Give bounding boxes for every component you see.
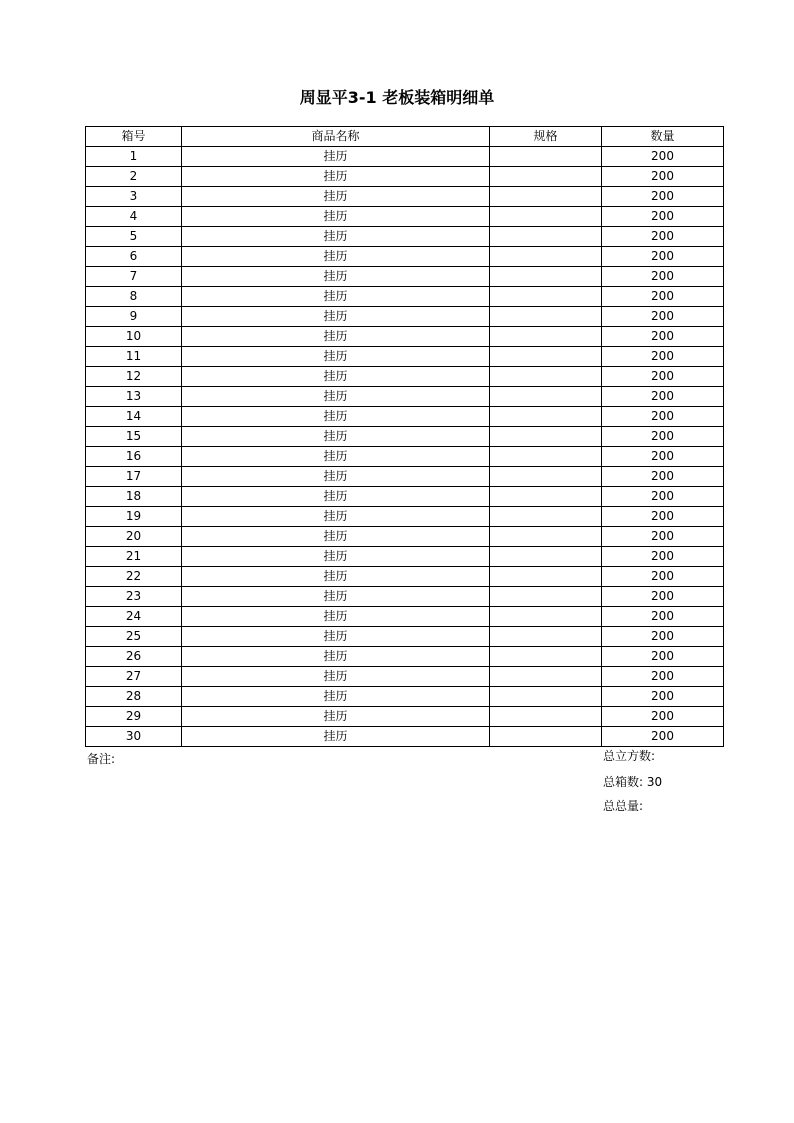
cell-specification xyxy=(490,447,602,467)
cell-specification xyxy=(490,607,602,627)
cell-specification xyxy=(490,707,602,727)
table-row xyxy=(86,667,724,687)
table-row xyxy=(86,447,724,467)
total-quantity-label: 总总量: xyxy=(603,799,644,813)
cell-box-number: 20 xyxy=(86,527,182,547)
cell-box-number: 17 xyxy=(86,467,182,487)
cell-box-number: 9 xyxy=(86,307,182,327)
cell-box-number: 2 xyxy=(86,167,182,187)
cell-product-name: 挂历 xyxy=(182,387,490,407)
table-row xyxy=(86,387,724,407)
cell-box-number: 11 xyxy=(86,347,182,367)
table-row xyxy=(86,227,724,247)
cell-quantity: 200 xyxy=(602,367,724,387)
cell-box-number: 6 xyxy=(86,247,182,267)
cell-specification xyxy=(490,327,602,347)
cell-box-number: 19 xyxy=(86,507,182,527)
cell-quantity: 200 xyxy=(602,387,724,407)
header-product-name: 商品名称 xyxy=(182,127,490,147)
cell-box-number: 28 xyxy=(86,687,182,707)
cell-specification xyxy=(490,167,602,187)
cell-specification xyxy=(490,667,602,687)
table-body xyxy=(86,147,724,747)
cell-quantity: 200 xyxy=(602,147,724,167)
table-row xyxy=(86,727,724,747)
cell-specification xyxy=(490,647,602,667)
cell-specification xyxy=(490,587,602,607)
cell-quantity: 200 xyxy=(602,227,724,247)
cell-product-name: 挂历 xyxy=(182,347,490,367)
cell-specification xyxy=(490,227,602,247)
table-row xyxy=(86,627,724,647)
header-specification: 规格 xyxy=(490,127,602,147)
packing-list-table xyxy=(85,126,724,747)
cell-specification xyxy=(490,147,602,167)
cell-quantity: 200 xyxy=(602,307,724,327)
cell-box-number: 21 xyxy=(86,547,182,567)
cell-product-name: 挂历 xyxy=(182,527,490,547)
cell-quantity: 200 xyxy=(602,507,724,527)
table-row xyxy=(86,327,724,347)
cell-quantity: 200 xyxy=(602,687,724,707)
table-row xyxy=(86,647,724,667)
table-row xyxy=(86,507,724,527)
table-header-row xyxy=(86,127,724,147)
cell-quantity: 200 xyxy=(602,707,724,727)
cell-specification xyxy=(490,347,602,367)
cell-specification xyxy=(490,727,602,747)
cell-quantity: 200 xyxy=(602,187,724,207)
cell-product-name: 挂历 xyxy=(182,187,490,207)
cell-product-name: 挂历 xyxy=(182,207,490,227)
cell-quantity: 200 xyxy=(602,567,724,587)
table-row xyxy=(86,207,724,227)
cell-specification xyxy=(490,467,602,487)
table-row xyxy=(86,307,724,327)
table-row xyxy=(86,607,724,627)
cell-product-name: 挂历 xyxy=(182,447,490,467)
cell-specification xyxy=(490,427,602,447)
cell-product-name: 挂历 xyxy=(182,727,490,747)
cell-product-name: 挂历 xyxy=(182,507,490,527)
cell-quantity: 200 xyxy=(602,527,724,547)
cell-quantity: 200 xyxy=(602,267,724,287)
cell-product-name: 挂历 xyxy=(182,307,490,327)
cell-box-number: 4 xyxy=(86,207,182,227)
table-row xyxy=(86,147,724,167)
cell-quantity: 200 xyxy=(602,167,724,187)
cell-product-name: 挂历 xyxy=(182,467,490,487)
cell-box-number: 29 xyxy=(86,707,182,727)
cell-product-name: 挂历 xyxy=(182,247,490,267)
cell-product-name: 挂历 xyxy=(182,487,490,507)
cell-box-number: 22 xyxy=(86,567,182,587)
cell-product-name: 挂历 xyxy=(182,707,490,727)
cell-quantity: 200 xyxy=(602,607,724,627)
cell-quantity: 200 xyxy=(602,407,724,427)
cell-product-name: 挂历 xyxy=(182,567,490,587)
cell-product-name: 挂历 xyxy=(182,607,490,627)
cell-specification xyxy=(490,527,602,547)
table-row xyxy=(86,587,724,607)
cell-box-number: 25 xyxy=(86,627,182,647)
cell-product-name: 挂历 xyxy=(182,547,490,567)
cell-specification xyxy=(490,627,602,647)
cell-box-number: 8 xyxy=(86,287,182,307)
cell-quantity: 200 xyxy=(602,247,724,267)
cell-box-number: 18 xyxy=(86,487,182,507)
cell-product-name: 挂历 xyxy=(182,147,490,167)
cell-box-number: 7 xyxy=(86,267,182,287)
cell-quantity: 200 xyxy=(602,347,724,367)
cell-specification xyxy=(490,567,602,587)
cell-product-name: 挂历 xyxy=(182,627,490,647)
cell-box-number: 30 xyxy=(86,727,182,747)
cell-specification xyxy=(490,267,602,287)
cell-quantity: 200 xyxy=(602,327,724,347)
total-boxes-label: 总箱数: 30 xyxy=(603,775,663,789)
table-row xyxy=(86,167,724,187)
cell-quantity: 200 xyxy=(602,627,724,647)
cell-product-name: 挂历 xyxy=(182,407,490,427)
cell-box-number: 15 xyxy=(86,427,182,447)
page-title: 周显平3-1 老板装箱明细单 xyxy=(299,88,495,107)
table-row xyxy=(86,187,724,207)
cell-product-name: 挂历 xyxy=(182,427,490,447)
cell-quantity: 200 xyxy=(602,447,724,467)
cell-box-number: 5 xyxy=(86,227,182,247)
cell-product-name: 挂历 xyxy=(182,327,490,347)
cell-specification xyxy=(490,367,602,387)
cell-quantity: 200 xyxy=(602,467,724,487)
table-row xyxy=(86,487,724,507)
cell-product-name: 挂历 xyxy=(182,287,490,307)
table-row xyxy=(86,427,724,447)
table-row xyxy=(86,407,724,427)
cell-quantity: 200 xyxy=(602,587,724,607)
cell-box-number: 14 xyxy=(86,407,182,427)
table-row xyxy=(86,287,724,307)
total-volume-label: 总立方数: xyxy=(603,749,656,763)
cell-product-name: 挂历 xyxy=(182,227,490,247)
cell-box-number: 16 xyxy=(86,447,182,467)
cell-quantity: 200 xyxy=(602,487,724,507)
cell-product-name: 挂历 xyxy=(182,267,490,287)
cell-quantity: 200 xyxy=(602,547,724,567)
cell-specification xyxy=(490,287,602,307)
header-box-number: 箱号 xyxy=(86,127,182,147)
cell-quantity: 200 xyxy=(602,727,724,747)
table-row xyxy=(86,467,724,487)
cell-specification xyxy=(490,187,602,207)
cell-quantity: 200 xyxy=(602,667,724,687)
cell-box-number: 27 xyxy=(86,667,182,687)
cell-box-number: 26 xyxy=(86,647,182,667)
table-row xyxy=(86,267,724,287)
cell-quantity: 200 xyxy=(602,427,724,447)
cell-box-number: 1 xyxy=(86,147,182,167)
cell-box-number: 24 xyxy=(86,607,182,627)
cell-specification xyxy=(490,487,602,507)
cell-product-name: 挂历 xyxy=(182,167,490,187)
cell-box-number: 3 xyxy=(86,187,182,207)
remark-label: 备注: xyxy=(87,752,116,766)
cell-box-number: 13 xyxy=(86,387,182,407)
cell-box-number: 23 xyxy=(86,587,182,607)
table-row xyxy=(86,687,724,707)
cell-quantity: 200 xyxy=(602,647,724,667)
cell-specification xyxy=(490,307,602,327)
cell-quantity: 200 xyxy=(602,287,724,307)
cell-specification xyxy=(490,507,602,527)
cell-specification xyxy=(490,687,602,707)
cell-specification xyxy=(490,247,602,267)
table-row xyxy=(86,547,724,567)
cell-product-name: 挂历 xyxy=(182,647,490,667)
table-row xyxy=(86,247,724,267)
table-row xyxy=(86,707,724,727)
cell-box-number: 12 xyxy=(86,367,182,387)
cell-product-name: 挂历 xyxy=(182,687,490,707)
cell-product-name: 挂历 xyxy=(182,667,490,687)
cell-specification xyxy=(490,387,602,407)
cell-specification xyxy=(490,547,602,567)
table-row xyxy=(86,527,724,547)
cell-quantity: 200 xyxy=(602,207,724,227)
table-row xyxy=(86,367,724,387)
cell-product-name: 挂历 xyxy=(182,587,490,607)
cell-specification xyxy=(490,407,602,427)
cell-box-number: 10 xyxy=(86,327,182,347)
table-row xyxy=(86,347,724,367)
cell-product-name: 挂历 xyxy=(182,367,490,387)
header-quantity: 数量 xyxy=(602,127,724,147)
table-row xyxy=(86,567,724,587)
cell-specification xyxy=(490,207,602,227)
